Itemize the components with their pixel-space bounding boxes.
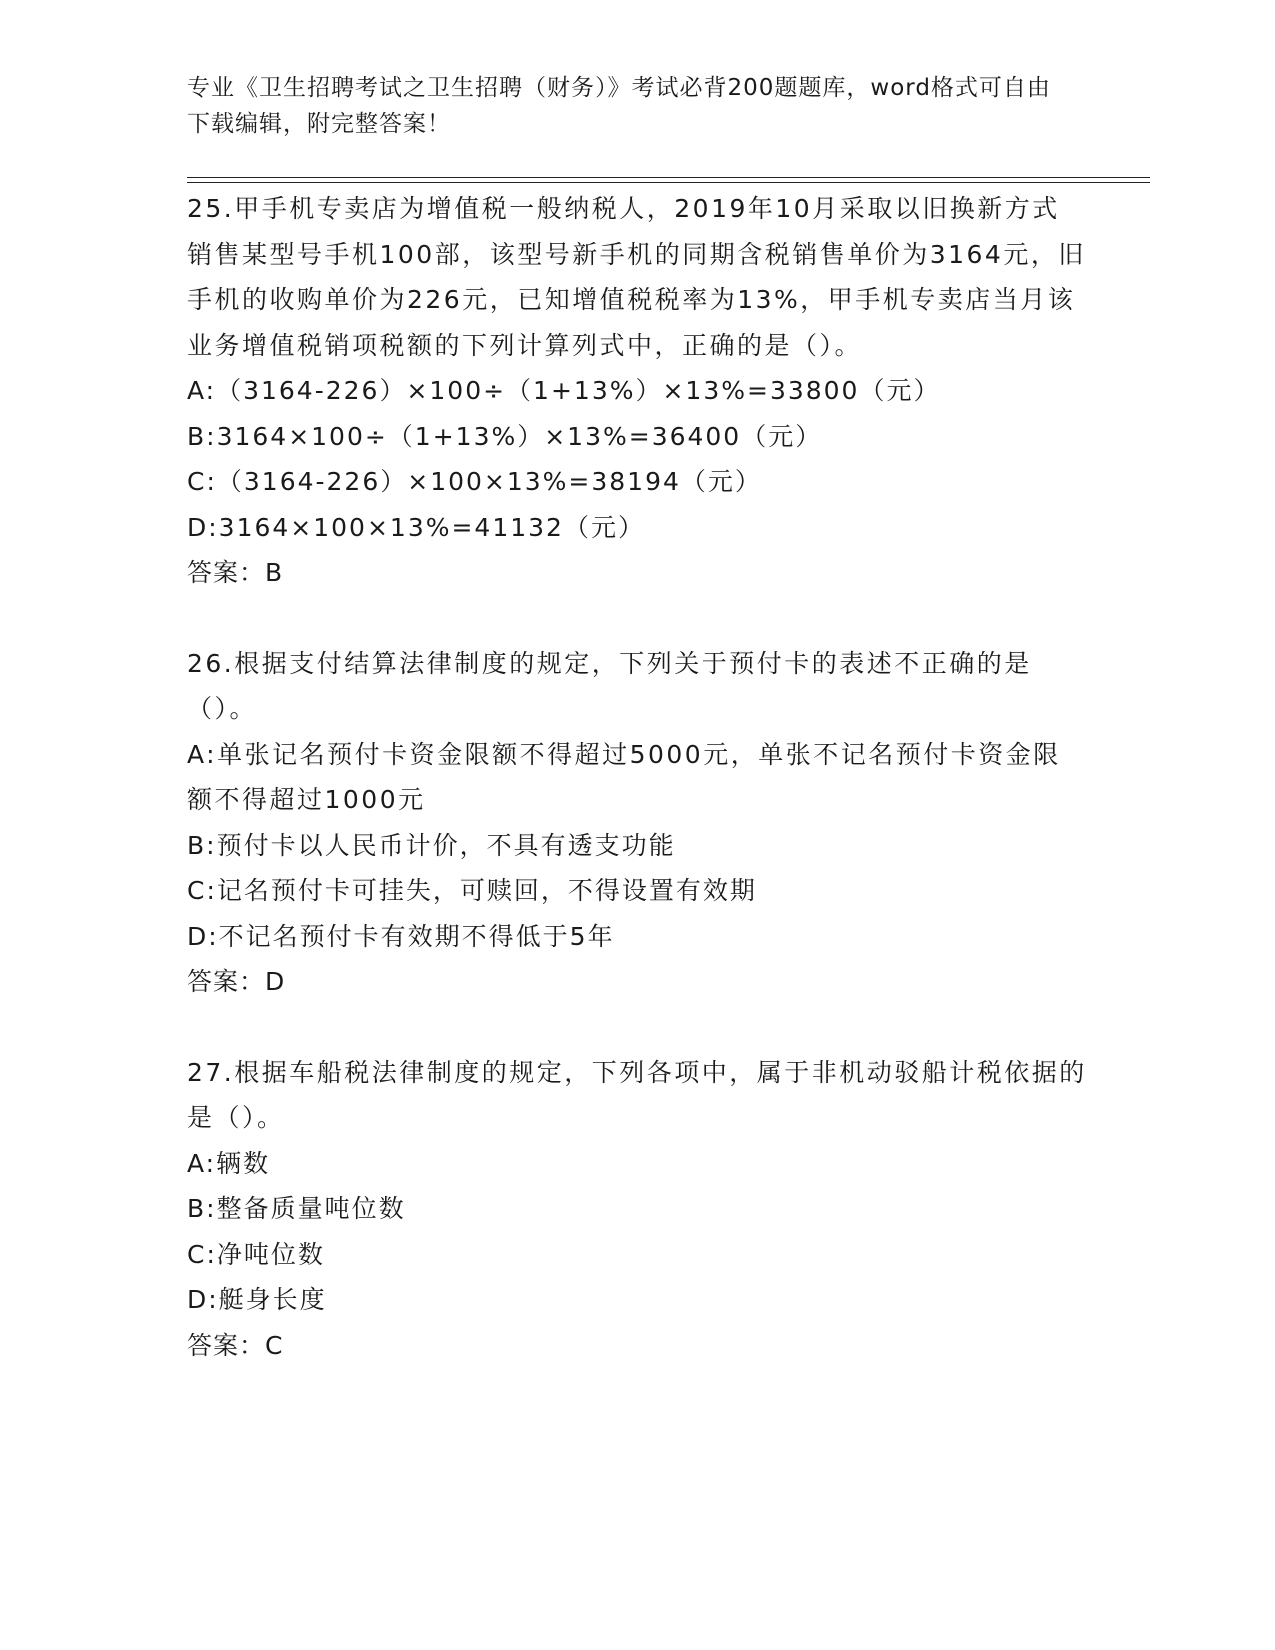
question-stem: 26.根据支付结算法律制度的规定，下列关于预付卡的表述不正确的是（）。 [187,648,1032,723]
question-26 [187,641,1087,1005]
question-spacer [187,596,1087,641]
question-27 [187,1050,1087,1369]
option-d: D:3164×100×13%=41132（元） [187,512,645,542]
option-c: C:净吨位数 [187,1239,325,1269]
option-b: B:整备质量吨位数 [187,1194,406,1223]
question-answer: 答案：B [187,558,284,587]
question-list [187,186,1087,1368]
header-rule-bottom [187,182,1150,183]
option-a: A:（3164-226）×100÷（1+13%）×13%=33800（元） [187,376,941,405]
question-answer: 答案：C [187,1330,284,1360]
question-answer: 答案：D [187,967,286,996]
question-spacer [187,1005,1087,1050]
option-b: B:3164×100÷（1+13%）×13%=36400（元） [187,421,823,451]
option-c: C:记名预付卡可挂失，可赎回，不得设置有效期 [187,876,757,905]
question-stem: 27.根据车船税法律制度的规定，下列各项中，属于非机动驳船计税依据的是（）。 [187,1057,1087,1132]
header-rule-top [187,177,1150,178]
option-a: A:单张记名预付卡资金限额不得超过5000元，单张不记名预付卡资金限额不得超过1000元 [187,739,1061,814]
document-header: 专业《卫生招聘考试之卫生招聘（财务）》考试必背200题题库，word格式可自由下载编辑，附完整答案！ [187,75,1051,137]
option-d: D:艇身长度 [187,1285,327,1314]
option-a: A:辆数 [187,1148,271,1178]
option-c: C:（3164-226）×100×13%=38194（元） [187,467,762,496]
question-stem: 25.甲手机专卖店为增值税一般纳税人，2019年10月采取以旧换新方式销售某型号手机100部，该型号新手机的同期含税销售单价为3164元，旧手机的收购单价为226元，已知增值税税率为13%，甲手机专卖店当月该业务增值税销项税额的下列计算列式中，正确的是（）。 [187,194,1086,360]
question-25 [187,186,1087,596]
option-b: B:预付卡以人民币计价，不具有透支功能 [187,830,676,860]
option-d: D:不记名预付卡有效期不得低于5年 [187,921,615,951]
